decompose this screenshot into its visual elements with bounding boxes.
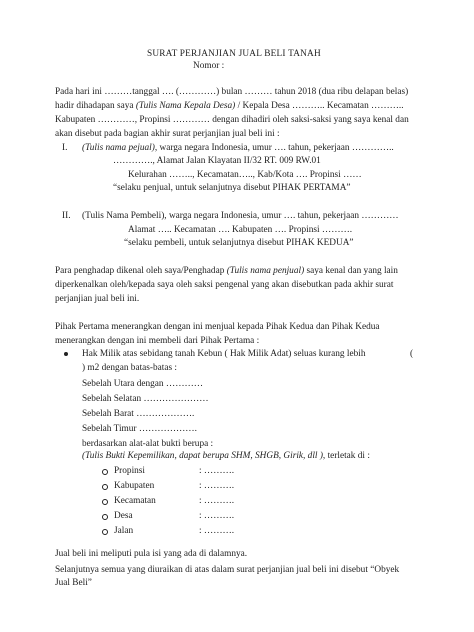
lokasi-kecamatan-label: Kecamatan <box>114 496 156 506</box>
party2-line-2: Alamat ….. Kecamatan …. Kabupaten …. Propinsi ………. <box>128 225 353 235</box>
lokasi-desa-value: : ………. <box>199 511 235 521</box>
lokasi-jalan-value: : ………. <box>199 526 235 536</box>
intro-line-2: hadir dihadapan saya (Tulis Nama Kepala Desa) / Kepala Desa ……….. Kecamatan ……….. <box>55 101 404 111</box>
pihak-line-1: Pihak Pertama menerangkan dengan ini menjual kepada Pihak Kedua dan Pihak Kedua <box>55 322 380 332</box>
bullet-line-2: ) m2 dengan batas-batas : <box>82 363 178 373</box>
party1-line-4: “selaku penjual, untuk selanjutnya disebut PIHAK PERTAMA” <box>113 183 351 193</box>
bukti-kepemilikan: (Tulis Bukti Kepemilikan, dapat berupa SHM, SHGB, Girik, dll ), terletak di : <box>82 451 370 461</box>
intro-line-4: akan disebut pada bagian akhir surat perjanjian jual beli ini : <box>55 129 280 139</box>
circle-bullet-icon <box>102 514 108 520</box>
penghadap-line-3: perjanjian jual beli ini. <box>55 294 140 304</box>
bullet-line-1: Hak Milik atas sebidang tanah Kebun ( Hak Milik Adat) seluas kurang lebih <box>82 349 366 359</box>
lokasi-kabupaten-label: Kabupaten <box>114 481 155 491</box>
document-title: SURAT PERJANJIAN JUAL BELI TANAH <box>147 49 321 59</box>
lokasi-propinsi-label: Propinsi <box>114 466 145 476</box>
party1-line-2: …………., Alamat Jalan Klayatan II/32 RT. 009 RW.01 <box>113 156 321 166</box>
circle-bullet-icon <box>102 529 108 535</box>
circle-bullet-icon <box>102 499 108 505</box>
bukti-intro: berdasarkan alat-alat bukti berupa : <box>82 439 214 449</box>
party2-number: II. <box>62 211 71 221</box>
closing-line-3: Jual Beli” <box>55 578 92 588</box>
lokasi-jalan-label: Jalan <box>114 526 134 536</box>
penghadap-line-2: diperkenalkan oleh/kepada saya oleh saksi pengenal yang akan disebutkan pada akhir surat <box>55 280 394 290</box>
closing-line-2: Selanjutnya semua yang diuraikan di atas dalam surat perjanjian jual beli ini disebut “Obyek <box>55 565 400 575</box>
bullet-dot-icon <box>64 352 68 356</box>
document-number: Nomor : <box>193 61 225 71</box>
batas-utara: Sebelah Utara dengan ………… <box>82 379 204 389</box>
batas-selatan: Sebelah Selatan ………………… <box>82 394 209 404</box>
party1-number: I. <box>62 143 68 153</box>
intro-line-1: Pada hari ini ………tanggal …. (…………) bulan ……… tahun 2018 (dua ribu delapan belas) <box>55 87 409 97</box>
lokasi-desa-label: Desa <box>114 511 133 521</box>
party2-line-3: “selaku pembeli, untuk selanjutnya disebut PIHAK KEDUA” <box>124 238 354 248</box>
party1-line-1: (Tulis nama pejual), warga negara Indonesia, umur …. tahun, pekerjaan ………….. <box>82 143 394 153</box>
intro-line-3: Kabupaten …………, Propinsi ………… dengan dihadiri oleh saksi-saksi yang saya kenal dan <box>55 115 409 125</box>
lokasi-propinsi-value: : ………. <box>199 466 235 476</box>
party1-line-3: Kelurahan …….., Kecamatan….., Kab/Kota …. Propinsi …… <box>128 170 362 180</box>
batas-barat: Sebelah Barat ………………. <box>82 409 195 419</box>
batas-timur: Sebelah Timur ………………. <box>82 424 197 434</box>
penghadap-line-1: Para penghadap dikenal oleh saya/Penghadap (Tulis nama penjual) saya kenal dan yang lain <box>55 266 398 276</box>
lokasi-kabupaten-value: : ………. <box>199 481 235 491</box>
circle-bullet-icon <box>102 469 108 475</box>
pihak-line-2: menerangkan dengan ini membeli dari Pihak Pertama : <box>55 336 260 346</box>
lokasi-kecamatan-value: : ………. <box>199 496 235 506</box>
bullet-paren: ( <box>410 349 414 359</box>
closing-line-1: Jual beli ini meliputi pula isi yang ada di dalamnya. <box>55 549 248 559</box>
circle-bullet-icon <box>102 484 108 490</box>
party2-line-1: (Tulis Nama Pembeli), warga negara Indonesia, umur …. tahun, pekerjaan ………… <box>82 211 399 221</box>
